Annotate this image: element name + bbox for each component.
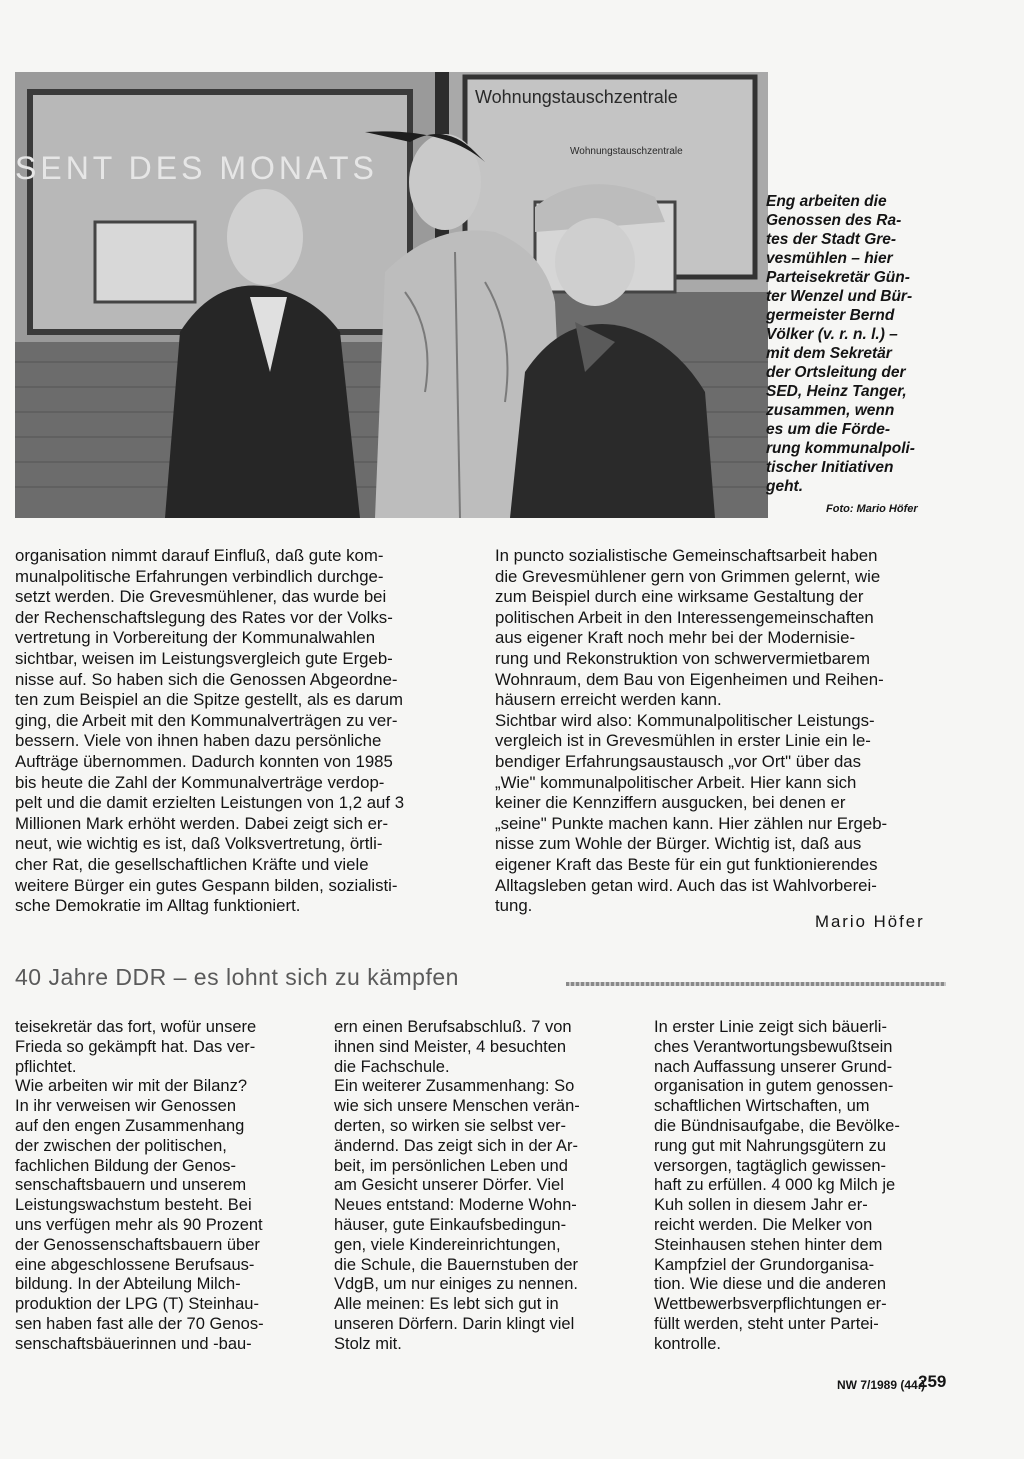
text-line: Wettbewerbsverpflichtungen er- bbox=[654, 1295, 887, 1314]
text-line: pflichtet. bbox=[15, 1057, 77, 1076]
text-line: ten zum Beispiel an die Spitze gestellt, als es darum bbox=[15, 690, 404, 710]
text-line: weitere Bürger ein gutes Gespann bilden, sozialisti- bbox=[15, 875, 398, 895]
caption-line: Völker (v. r. n. l.) – bbox=[766, 326, 898, 343]
article-column-2 bbox=[495, 546, 947, 917]
text-line: cher Rat, die gesellschaftlichen Kräfte und viele bbox=[15, 854, 369, 874]
text-line: ern einen Berufsabschluß. 7 von bbox=[334, 1018, 572, 1036]
text-line: „Wie" kommunalpolitischer Arbeit. Hier kann sich bbox=[495, 772, 857, 792]
text-line: senschaftsbauern und unserem bbox=[15, 1176, 247, 1195]
text-line: Leistungswachstum besteht. Bei bbox=[15, 1196, 252, 1215]
text-line: setzt werden. Die Grevesmühlener, das wurde bei bbox=[15, 587, 387, 607]
text-line: rung und Rekonstruktion von schwervermietbarem bbox=[495, 648, 870, 668]
caption-line: tes der Stadt Gre- bbox=[766, 231, 897, 248]
text-line: munalpolitische Erfahrungen verbindlich durchge- bbox=[15, 566, 384, 586]
text-line: sen haben fast alle der 70 Genos- bbox=[15, 1314, 264, 1333]
issue-reference: NW 7/1989 (44.) bbox=[837, 1378, 926, 1392]
text-line: Alle meinen: Es lebt sich gut in bbox=[334, 1295, 559, 1314]
bottom-column-1 bbox=[15, 1018, 315, 1355]
text-line: auf den engen Zusammenhang bbox=[15, 1116, 245, 1135]
text-line: die Grevesmühlener gern von Grimmen gelernt, wie bbox=[495, 566, 881, 586]
text-line: beit, im persönlichen Leben und bbox=[334, 1156, 568, 1175]
text-line: keiner die Kennziffern ausgucken, bei denen er bbox=[495, 793, 846, 813]
caption-line: Genossen des Ra- bbox=[766, 212, 902, 229]
text-line: vergleich ist in Grevesmühlen in erster Linie ein le- bbox=[495, 731, 871, 751]
text-line: Kampfziel der Grundorganisa- bbox=[654, 1255, 875, 1274]
caption-line: rung kommunalpoli- bbox=[766, 440, 915, 457]
text-line: sche Demokratie im Alltag funktioniert. bbox=[15, 896, 301, 916]
text-line: füllt werden, steht unter Partei- bbox=[654, 1314, 879, 1333]
caption-line: SED, Heinz Tanger, bbox=[766, 383, 907, 400]
text-line: Wohnraum, dem Bau von Eigenheimen und Reihen- bbox=[495, 669, 884, 689]
text-line: Wie arbeiten wir mit der Bilanz? bbox=[15, 1077, 247, 1096]
text-line: In puncto sozialistische Gemeinschaftsarbeit haben bbox=[495, 546, 878, 565]
text-line: schaftlichen Wirtschaften, um bbox=[654, 1097, 870, 1116]
text-line: Stolz mit. bbox=[334, 1334, 402, 1353]
article-author: Mario Höfer bbox=[815, 912, 925, 931]
text-line: politischen Arbeit in den Interessengemeinschaften bbox=[495, 607, 874, 627]
text-line: Steinhausen stehen hinter dem bbox=[654, 1235, 883, 1254]
text-line: der Rechenschaftslegung des Rates vor der Volks- bbox=[15, 607, 393, 627]
bottom-column-3 bbox=[654, 1018, 954, 1355]
article-column-1 bbox=[15, 546, 471, 917]
text-line: ging, die Arbeit mit den Kommunalverträgen zu ver- bbox=[15, 710, 398, 730]
text-line: tion. Wie diese und die anderen bbox=[654, 1275, 887, 1294]
text-line: tung. bbox=[495, 896, 533, 916]
text-line: häusern erreicht werden kann. bbox=[495, 690, 722, 710]
sign-wohnungstauschzentrale-small: Wohnungstauschzentrale bbox=[570, 146, 683, 157]
text-line: organisation in gutem genossen- bbox=[654, 1077, 894, 1096]
text-line: aus eigener Kraft noch mehr bei der Modernisie- bbox=[495, 628, 856, 648]
text-line: wie sich unsere Menschen verän- bbox=[334, 1097, 580, 1116]
text-line: In erster Linie zeigt sich bäuerli- bbox=[654, 1018, 887, 1036]
text-line: senschaftsbäuerinnen und -bau- bbox=[15, 1334, 252, 1353]
text-line: ändernd. Das zeigt sich in der Ar- bbox=[334, 1136, 578, 1155]
section-headline: 40 Jahre DDR – es lohnt sich zu kämpfen bbox=[15, 964, 459, 990]
text-line: In ihr verweisen wir Genossen bbox=[15, 1097, 237, 1116]
text-line: haft zu erfüllen. 4 000 kg Milch je bbox=[654, 1176, 896, 1195]
text-line: organisation nimmt darauf Einfluß, daß gute kom- bbox=[15, 546, 384, 565]
bottom-column-2 bbox=[334, 1018, 634, 1355]
text-line: derten, so wirken sie selbst ver- bbox=[334, 1116, 567, 1135]
photo-illustration bbox=[15, 72, 768, 518]
text-line: am Gesicht unserer Dörfer. Viel bbox=[334, 1176, 564, 1195]
text-line: Millionen Mark erhöht werden. Dabei zeigt sich er- bbox=[15, 813, 389, 833]
text-line: unseren Dörfern. Darin klingt viel bbox=[334, 1314, 575, 1333]
text-line: nach Auffassung unserer Grund- bbox=[654, 1057, 893, 1076]
text-line: bildung. In der Abteilung Milch- bbox=[15, 1275, 241, 1294]
text-line: der zwischen der politischen, bbox=[15, 1136, 227, 1155]
text-line: reicht werden. Die Melker von bbox=[654, 1215, 873, 1234]
text-line: zum Beispiel durch eine wirksame Gestaltung der bbox=[495, 587, 864, 607]
caption-line: der Ortsleitung der bbox=[766, 364, 906, 381]
text-line: fachlichen Bildung der Genos- bbox=[15, 1156, 237, 1175]
caption-line: tischer Initiativen bbox=[766, 459, 894, 476]
sign-wohnungstauschzentrale: Wohnungstauschzentrale bbox=[475, 87, 678, 107]
text-line: bendiger Erfahrungsaustausch „vor Ort" über das bbox=[495, 751, 862, 771]
caption-line: zusammen, wenn bbox=[766, 402, 895, 419]
news-photo bbox=[15, 72, 768, 518]
text-line: produktion der LPG (T) Steinhau- bbox=[15, 1295, 259, 1314]
text-line: „seine" Punkte machen kann. Hier zählen nur Ergeb- bbox=[495, 813, 888, 833]
text-line: Aufträge übernommen. Dadurch konnten von 1985 bbox=[15, 751, 393, 771]
caption-line: es um die Förde- bbox=[766, 421, 891, 438]
text-line: nisse zum Wohle der Bürger. Wichtig ist, daß aus bbox=[495, 834, 862, 854]
text-line: kontrolle. bbox=[654, 1334, 721, 1353]
text-line: nisse auf. So haben sich die Genossen Abgeordne- bbox=[15, 669, 398, 689]
text-line: eigener Kraft das Beste für ein gut funktionierendes bbox=[495, 854, 878, 874]
text-line: teisekretär das fort, wofür unsere bbox=[15, 1018, 257, 1036]
text-line: Sichtbar wird also: Kommunalpolitischer Leistungs- bbox=[495, 710, 875, 730]
caption-line: vesmühlen – hier bbox=[766, 250, 893, 267]
text-line: Ein weiterer Zusammenhang: So bbox=[334, 1077, 575, 1096]
text-line: der Genossenschaftsbauern über bbox=[15, 1235, 260, 1254]
text-line: ches Verantwortungsbewußtsein bbox=[654, 1037, 893, 1056]
text-line: die Schule, die Bauernstuben der bbox=[334, 1255, 579, 1274]
headline-rule bbox=[566, 982, 946, 986]
text-line: VdgB, um nur einiges zu nennen. bbox=[334, 1275, 578, 1294]
sign-banner: SENT DES MONATS bbox=[15, 150, 378, 186]
text-line: vertretung in Vorbereitung der Kommunalwahlen bbox=[15, 628, 376, 648]
text-line: Neues entstand: Moderne Wohn- bbox=[334, 1196, 577, 1215]
caption-line: Eng arbeiten die bbox=[766, 193, 887, 210]
caption-line: ter Wenzel und Bür- bbox=[766, 288, 913, 305]
text-line: gen, viele Kindereinrichtungen, bbox=[334, 1235, 561, 1254]
text-line: bessern. Viele von ihnen haben dazu persönliche bbox=[15, 731, 382, 751]
caption-line: germeister Bernd bbox=[766, 307, 895, 324]
caption-line: geht. bbox=[766, 478, 804, 495]
text-line: rung gut mit Nahrungsgütern zu bbox=[654, 1136, 887, 1155]
text-line: die Bündnisaufgabe, die Bevölke- bbox=[654, 1116, 900, 1135]
photo-credit: Foto: Mario Höfer bbox=[826, 503, 918, 515]
text-line: pelt und die damit erzielten Leistungen von 1,2 auf 3 bbox=[15, 793, 405, 813]
photo-caption bbox=[766, 192, 946, 496]
text-line: Alltagsleben getan wird. Auch das ist Wahlvorberei- bbox=[495, 875, 877, 895]
text-line: Frieda so gekämpft hat. Das ver- bbox=[15, 1037, 256, 1056]
text-line: Kuh sollen in diesem Jahr er- bbox=[654, 1196, 868, 1215]
text-line: die Fachschule. bbox=[334, 1057, 450, 1076]
text-line: neut, wie wichtig es ist, daß Volksvertretung, örtli- bbox=[15, 834, 383, 854]
text-line: sichtbar, weisen im Leistungsvergleich gute Ergeb- bbox=[15, 648, 393, 668]
text-line: versorgen, tagtäglich gewissen- bbox=[654, 1156, 887, 1175]
text-line: häuser, gute Einkaufsbedingun- bbox=[334, 1215, 567, 1234]
caption-line: mit dem Sekretär bbox=[766, 345, 892, 362]
text-line: uns verfügen mehr als 90 Prozent bbox=[15, 1215, 263, 1234]
text-line: bis heute die Zahl der Kommunalverträge verdop- bbox=[15, 772, 385, 792]
text-line: ihnen sind Meister, 4 besuchten bbox=[334, 1037, 567, 1056]
page-number: 259 bbox=[918, 1372, 947, 1391]
caption-line: Parteisekretär Gün- bbox=[766, 269, 910, 286]
text-line: eine abgeschlossene Berufsaus- bbox=[15, 1255, 255, 1274]
